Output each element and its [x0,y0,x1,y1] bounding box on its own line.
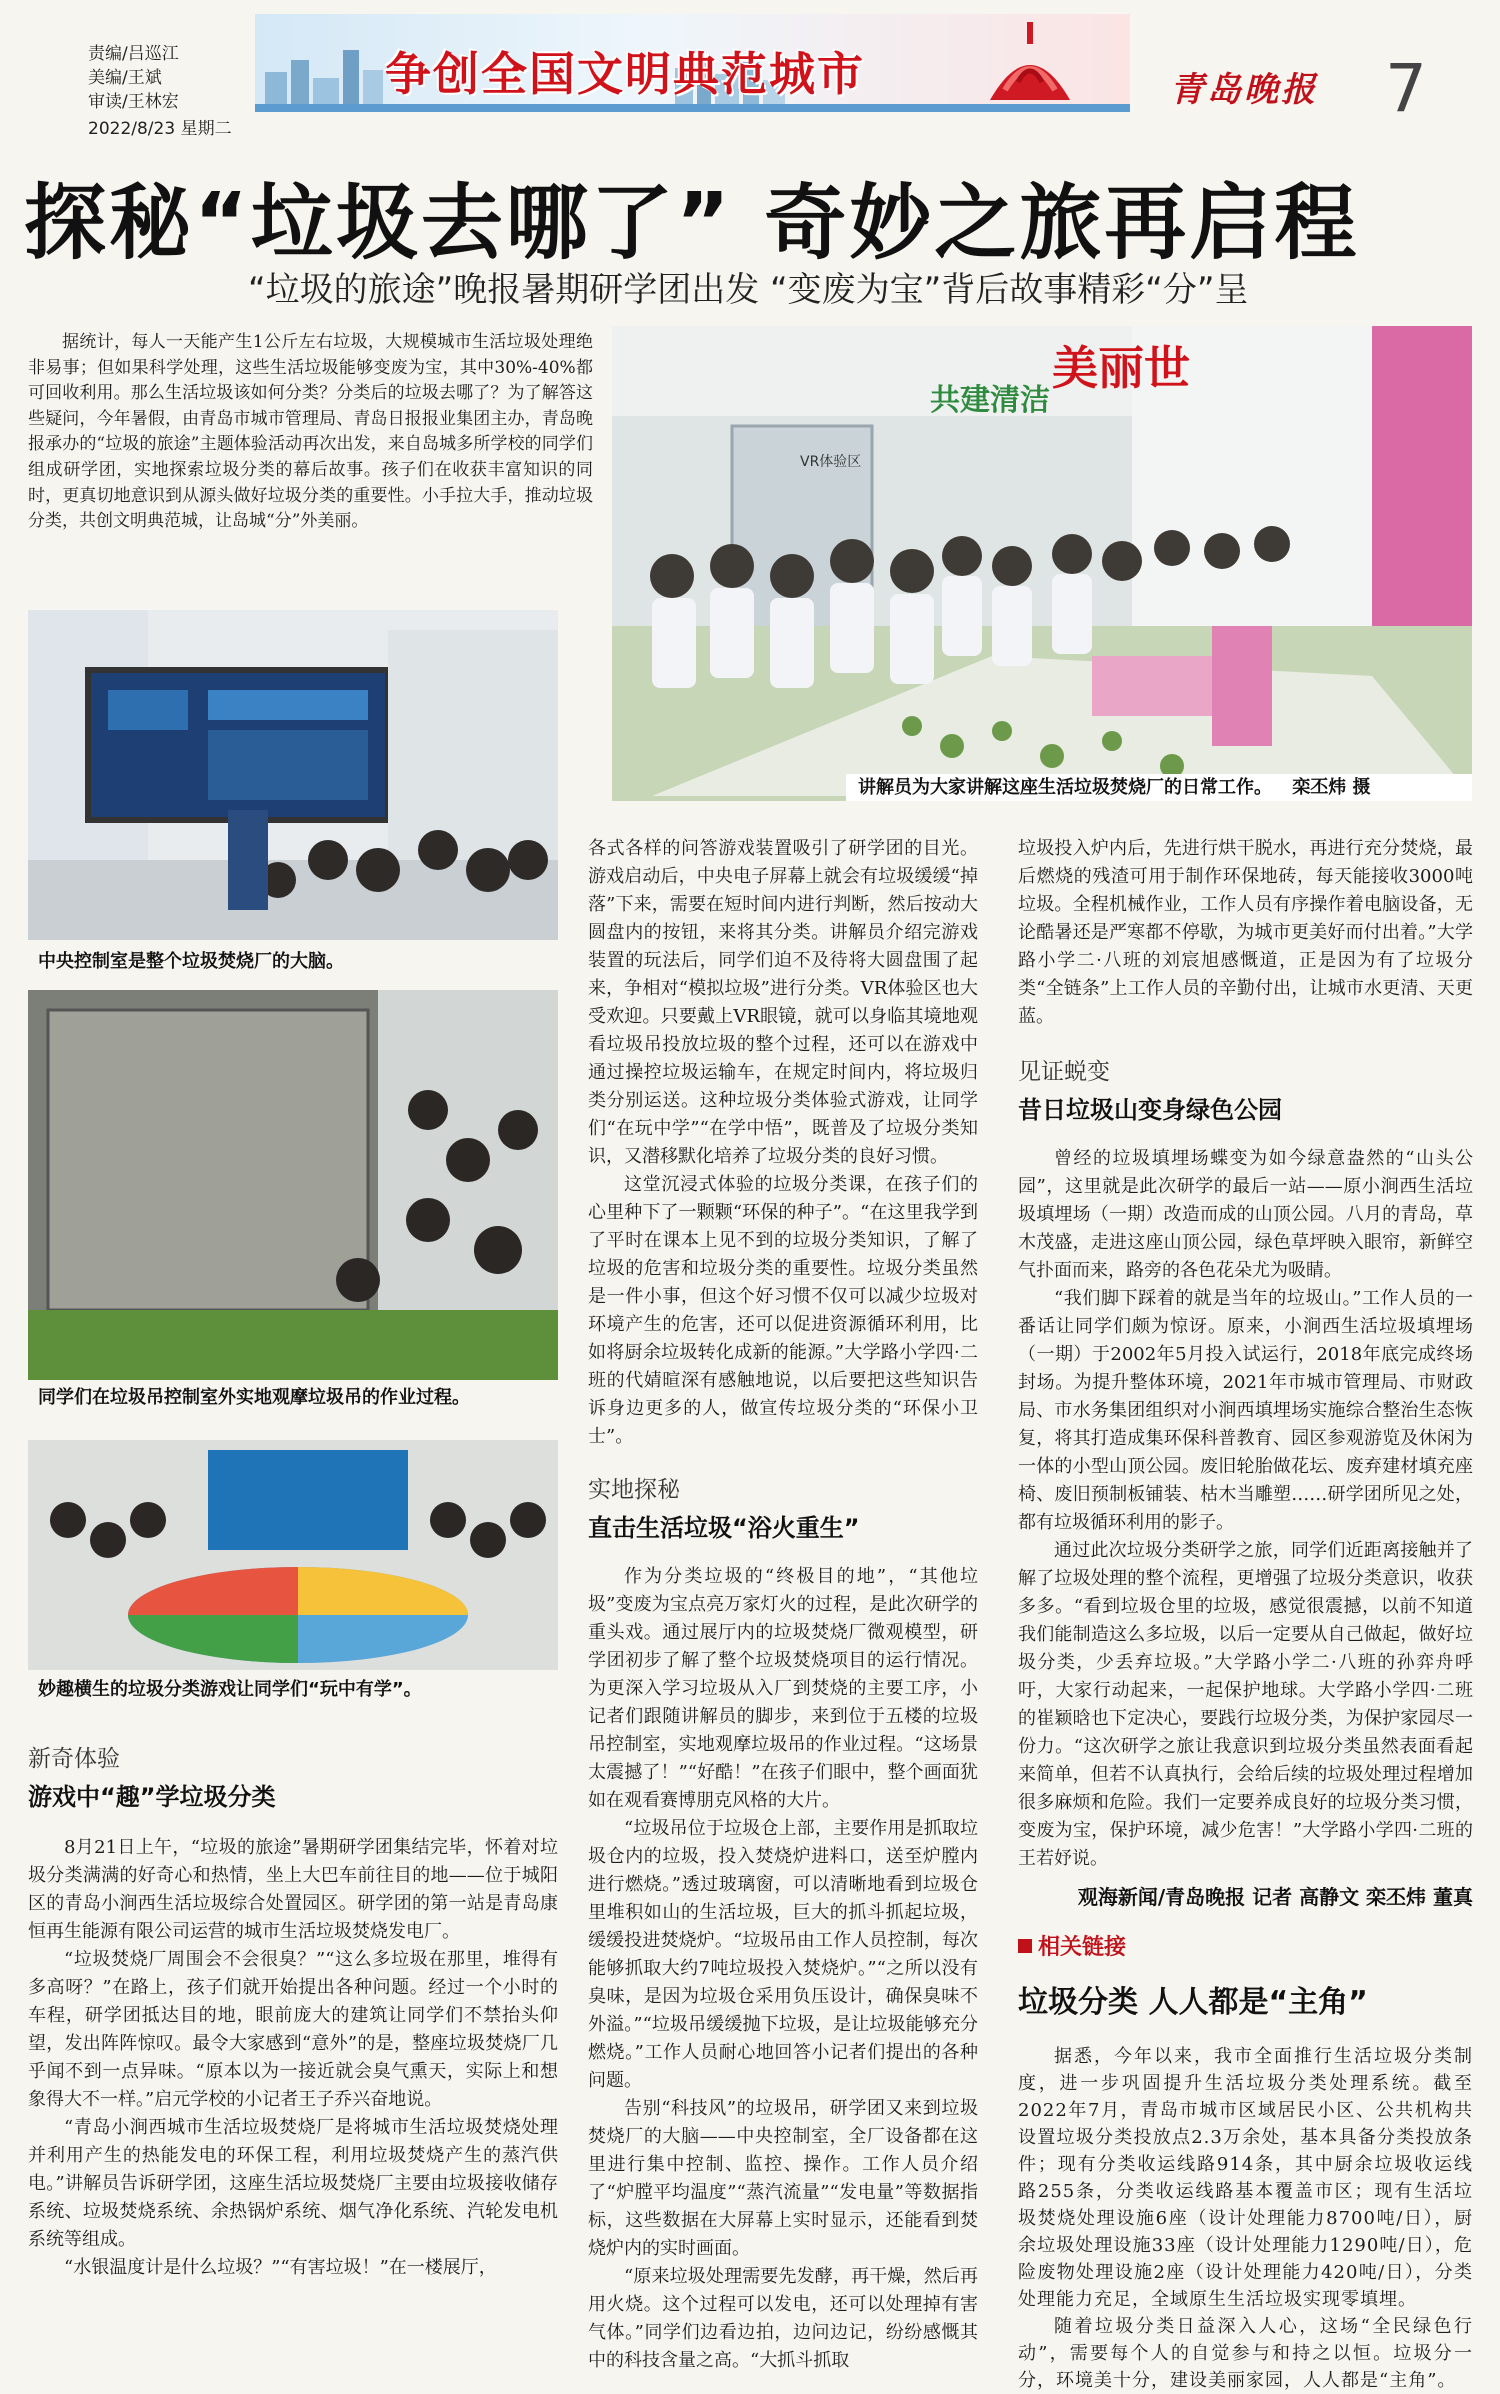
paragraph: 8月21日上午，“垃圾的旅途”暑期研学团集结完毕，怀着对垃圾分类满满的好奇心和热情，坐上大巴车前往目的地——位于城阳区的青岛小涧西生活垃圾综合处置园区。研学团的第一站是青岛康恒再生能源有限公司运营的城市生活垃圾焚烧发电厂。 [28,1837,558,1942]
paragraph: 各式各样的问答游戏装置吸引了研学团的目光。游戏启动后，中央电子屏幕上就会有垃圾缓缓“掉落”下来，需要在短时间内进行判断，然后按动大圆盘内的按钮，来将其分类。讲解员介绍完游戏装置的玩法后，同学们迫不及待将大圆盘围了起来，争相对“模拟垃圾”进行分类。VR体验区也大受欢迎。只要戴上VR眼镜，就可以身临其境地观看垃圾吊投放垃圾的整个过程，还可以在游戏中通过操控垃圾运输车，在规定时间内，将垃圾归类分别运送。这种垃圾分类体验式游戏，让同学们“在玩中学”“在学中悟”，既普及了垃圾分类知识，又潜移默化培养了垃圾分类的良好习惯。 [588,838,978,1167]
related-paragraph: 随着垃圾分类日益深入人心，这场“全民绿色行动”，需要每个人的自觉参与和持之以恒。垃圾分一分，环境美十分，建设美丽家园，人人都是“主角”。 [1018,2316,1473,2391]
campaign-banner [255,14,1130,112]
section-title: 昔日垃圾山变身绿色公园 [1018,1096,1282,1124]
page-number: 7 [1385,50,1427,127]
section-kicker: 见证蜕变 [1018,1059,1110,1085]
control-room-image [28,610,558,940]
editor-credit: 责编/吕巡江 [88,44,179,64]
section-kicker: 实地探秘 [588,1477,680,1503]
article-column-3 [1018,835,1473,2394]
paragraph: 垃圾投入炉内后，先进行烘干脱水，再进行充分焚烧，最后燃烧的残渣可用于制作环保地砖，每天能接收3000吨垃圾。全程机械作业，工作人员有序操作着电脑设备，无论酷暑还是严寒都不停歇，为城市更美好而付出着。”大学路小学二·八班的刘宸旭感慨道，正是因为有了垃圾分类“全链条”上工作人员的辛勤付出，让城市水更清、天更蓝。 [1018,838,1473,1027]
photo-credit: 栾丕炜 摄 [1292,777,1371,798]
crane-viewing-caption: 同学们在垃圾吊控制室外实地观摩垃圾吊的作业过程。 [38,1387,470,1408]
paragraph: “水银温度计是什么垃圾？”“有害垃圾！”在一楼展厅， [64,2257,497,2278]
paragraph: 告别“科技风”的垃圾吊，研学团又来到垃圾焚烧厂的大脑——中央控制室，全厂设备都在这里进行集中控制、监控、操作。工作人员介绍了“炉膛平均温度”“蒸汽流量”“发电量”等数据指标，这些数据在大屏幕上实时显示，还能看到焚烧炉内的实时画面。 [588,2098,978,2259]
article-column-2 [588,835,978,2375]
subheadline: “垃圾的旅途”晚报暑期研学团出发 “变废为宝”背后故事精彩“分”呈 [248,270,1249,310]
sorting-game-caption: 妙趣横生的垃圾分类游戏让同学们“玩中有学”。 [38,1679,422,1700]
headline: 探秘“垃圾去哪了” 奇妙之旅再启程 [24,176,1360,271]
related-title: 垃圾分类 人人都是“主角” [1018,1985,1368,2020]
wall-slogan-part1: 共建清洁 [930,383,1050,418]
page-meta [88,42,232,141]
banner-slogan: 争创全国文明典范城市 [385,47,865,101]
issue-date: 2022/8/23 星期二 [88,119,232,139]
crane-viewing-photo [28,990,558,1408]
byline: 观海新闻/青岛晚报 记者 高静文 栾丕炜 董真 [1077,1885,1473,1909]
related-tag-label: 相关链接 [1038,1935,1127,1960]
paragraph: “我们脚下踩着的就是当年的垃圾山。”工作人员的一番话让同学们颇为惊讶。原来，小涧西生活垃圾填埋场（一期）于2002年5月投入试运行，2018年底完成终场封场。为提升整体环境，2021年市城市管理局、市财政局、市水务集团组织对小涧西填埋场实施综合整治生态恢复，将其打造成集环保科普教育、园区参观游览及休闲为一体的小型山顶公园。废旧轮胎做花坛、废弃建材填充座椅、废旧预制板铺装、枯木当雕塑……研学团所见之处，都有垃圾循环利用的影子。 [1018,1288,1473,1533]
section-kicker: 新奇体验 [28,1746,120,1772]
paragraph: 曾经的垃圾填埋场蝶变为如今绿意盎然的“山头公园”，这里就是此次研学的最后一站——原小涧西生活垃圾填埋场（一期）改造而成的山顶公园。八月的青岛，草木茂盛，走进这座山顶公园，绿色草坪映入眼帘，新鲜空气扑面而来，路旁的各色花朵尤为吸睛。 [1018,1148,1473,1281]
main-photo-caption-text: 讲解员为大家讲解这座生活垃圾焚烧厂的日常工作。 [858,777,1272,798]
main-photo-caption [858,776,1371,800]
main-photo [612,326,1472,801]
reviewer-credit: 审读/王林宏 [88,92,179,112]
may-fourth-sculpture-graphic [970,20,1090,110]
related-link-box [1018,1930,1473,2394]
main-photo-image [612,326,1472,801]
paragraph: “垃圾吊位于垃圾仓上部，主要作用是抓取垃圾仓内的垃圾，投入焚烧炉进料口，送至炉膛内进行燃烧。”透过玻璃窗，可以清晰地看到垃圾仓里堆积如山的生活垃圾，巨大的抓斗抓起垃圾，缓缓投进焚烧炉。“垃圾吊由工作人员控制，每次能够抓取大约7吨垃圾投入焚烧炉。”“之所以没有臭味，是因为垃圾仓采用负压设计，确保臭味不外溢。”“垃圾吊缓缓抛下垃圾，是让垃圾能够充分燃烧。”工作人员耐心地回答小记者们提出的各种问题。 [588,1818,978,2091]
paragraph: 通过此次垃圾分类研学之旅，同学们近距离接触并了解了垃圾处理的整个流程，更增强了垃圾分类意识，收获多多。“看到垃圾仓里的垃圾，感觉很震撼，以前不知道我们能制造这么多垃圾，以后一定要从自己做起，做好垃圾分类，少丢弃垃圾。”大学路小学二·八班的孙弈舟呼吁，大家行动起来，一起保护地球。大学路小学四·二班的崔颖晗也下定决心，要践行垃圾分类，为保护家园尽一份力。“这次研学之旅让我意识到垃圾分类虽然表面看起来简单，但若不认真执行，会给后续的垃圾处理过程增加很多麻烦和危险。我们一定要养成良好的垃圾分类习惯，变废为宝，保护环境，减少危害！”大学路小学四·二班的王若妤说。 [1018,1540,1473,1869]
lead-paragraph: 据统计，每人一天能产生1公斤左右垃圾，大规模城市生活垃圾处理绝非易事；但如果科学处理，这些生活垃圾能够变废为宝，其中30%-40%都可回收利用。那么生活垃圾该如何分类？分类后的垃圾去哪了？为了解答这些疑问，今年暑假，由青岛市城市管理局、青岛日报报业集团主办，青岛晚报承办的“垃圾的旅途”主题体验活动再次出发，来自岛城多所学校的同学们组成研学团，实地探索垃圾分类的幕后故事。孩子们在收获丰富知识的同时，更真切地意识到从源头做好垃圾分类的重要性。小手拉大手，推动垃圾分类，共创文明典范城，让岛城“分”外美丽。 [28,332,593,532]
crane-viewing-image [28,990,558,1380]
related-tag [1018,1930,1473,1961]
control-room-photo [28,610,558,972]
control-room-caption: 中央控制室是整个垃圾焚烧厂的大脑。 [38,951,344,972]
paragraph: “青岛小涧西城市生活垃圾焚烧厂是将城市生活垃圾焚烧处理并利用产生的热能发电的环保工程，利用垃圾焚烧产生的蒸汽供电。”讲解员告诉研学团，这座生活垃圾焚烧厂主要由垃圾接收储存系统、垃圾焚烧系统、余热锅炉系统、烟气净化系统、汽轮发电机系统等组成。 [28,2117,558,2250]
sorting-game-image [28,1440,558,1670]
newspaper-name: 青岛晚报 [1170,70,1318,110]
paragraph: “垃圾焚烧厂周围会不会很臭？”“这么多垃圾在那里，堆得有多高呀？”在路上，孩子们就开始提出各种问题。经过一个小时的车程，研学团抵达目的地，眼前庞大的建筑让同学们不禁抬头仰望，发出阵阵惊叹。最令大家感到“意外”的是，整座垃圾焚烧厂几乎闻不到一点异味。“原本以为一接近就会臭气熏天，实际上和想象得大不一样。”启元学校的小记者王子乔兴奋地说。 [28,1949,558,2110]
related-paragraph: 据悉，今年以来，我市全面推行生活垃圾分类制度，进一步巩固提升生活垃圾分类处理系统。截至2022年7月，青岛市城市区域居民小区、公共机构共设置垃圾分类投放点2.3万余处，基本具备分类投放条件；现有分类收运线路914条，其中厨余垃圾收运线路255条，分类收运线路基本覆盖市区；现有生活垃圾焚烧处理设施6座（设计处理能力8700吨/日），厨余垃圾处理设施33座（设计处理能力1290吨/日），危险废物处理设施2座（设计处理能力420吨/日），分类处理能力充足，全域原生生活垃圾实现零填埋。 [1018,2046,1473,2310]
paragraph: “原来垃圾处理需要先发酵，再干燥，然后再用火烧。这个过程可以发电，还可以处理掉有害气体。”同学们边看边拍，边问边记，纷纷感慨其中的科技含量之高。“大抓斗抓取 [588,2266,978,2371]
red-square-icon [1018,1939,1032,1953]
section-title: 直击生活垃圾“浴火重生” [588,1514,860,1542]
designer-credit: 美编/王斌 [88,68,162,88]
section-xinqi [28,1740,558,2282]
wall-slogan-part2: 美丽世 [1052,341,1190,395]
sorting-game-photo [28,1440,558,1700]
paragraph: 这堂沉浸式体验的垃圾分类课，在孩子们的心里种下了一颗颗“环保的种子”。“在这里我学到了平时在课本上见不到的垃圾分类知识，了解了垃圾的危害和垃圾分类的重要性。垃圾分类虽然是一件小事，但这个好习惯不仅可以减少垃圾对环境产生的危害，还可以促进资源循环利用，比如将厨余垃圾转化成新的能源。”大学路小学四·二班的代婧暄深有感触地说，以后要把这些知识告诉身边更多的人，做宣传垃圾分类的“环保小卫士”。 [588,1174,978,1447]
section-title: 游戏中“趣”学垃圾分类 [28,1783,276,1811]
vr-zone-sign: VR体验区 [800,454,862,470]
paragraph: 作为分类垃圾的“终极目的地”，“其他垃圾”变废为宝点亮万家灯火的过程，是此次研学的重头戏。通过展厅内的垃圾焚烧厂微观模型，研学团初步了解了整个垃圾焚烧项目的运行情况。为更深入学习垃圾从入厂到焚烧的主要工序，小记者们跟随讲解员的脚步，来到位于五楼的垃圾吊控制室，实地观摩垃圾吊的作业过程。“这场景太震撼了！”“好酷！”在孩子们眼中，整个画面犹如在观看赛博朋克风格的大片。 [588,1566,978,1811]
